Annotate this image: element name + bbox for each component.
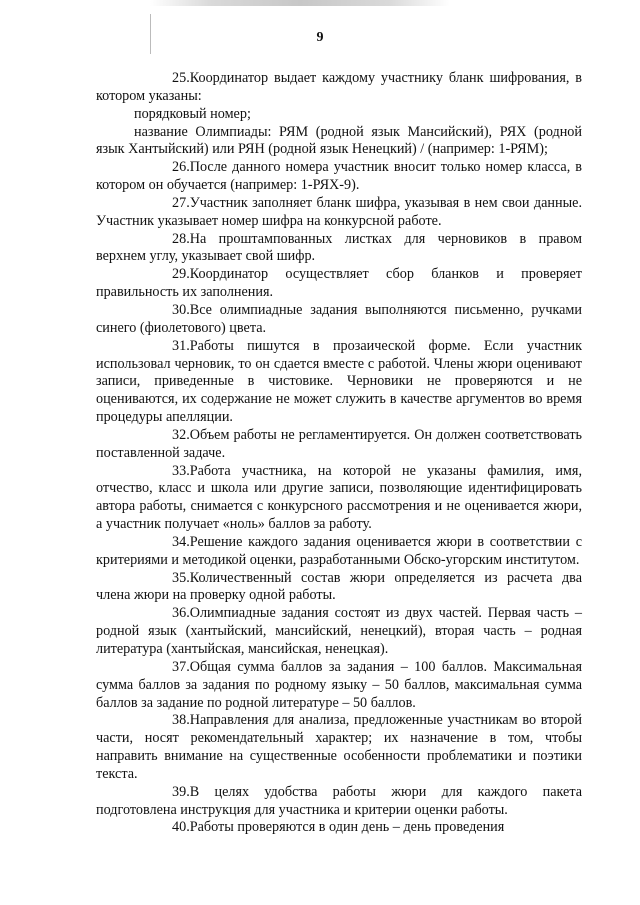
paragraph-28: 28.На проштампованных листках для черновиков в правом верхнем углу, указывает свой шифр. <box>96 230 582 265</box>
paragraph-37: 37.Общая сумма баллов за задания – 100 баллов. Максимальная сумма баллов за задания по родному языку – 50 баллов, максимальная сумма баллов за задание по родной литературе – 50 баллов. <box>96 658 582 711</box>
paragraph-27: 27.Участник заполняет бланк шифра, указывая в нем свои данные. Участник указывает номер шифра на конкурсной работе. <box>96 194 582 229</box>
document-body <box>96 70 582 837</box>
scan-artifact <box>150 0 450 6</box>
paragraph-35: 35.Количественный состав жюри определяется из расчета два члена жюри на проверку одной работы. <box>96 569 582 604</box>
page-number: 9 <box>316 30 324 45</box>
paragraph-34: 34.Решение каждого задания оценивается жюри в соответствии с критериями и методикой оценки, разработанными Обско-угорским институтом. <box>96 533 582 568</box>
paragraph-25: 25.Координатор выдает каждому участнику бланк шифрования, в котором указаны: <box>96 70 582 104</box>
paragraph-36: 36.Олимпиадные задания состоят из двух частей. Первая часть – родной язык (хантыйский, мансийский, ненецкий), вторая часть – родная литература (хантыйская, мансийская, ненецкая). <box>96 605 582 657</box>
paragraph-25-item-2: название Олимпиады: РЯМ (родной язык Мансийский), РЯХ (родной язык Хантыйский) или РЯН (родной язык Ненецкий) / (например: 1-РЯМ); <box>96 123 582 158</box>
paragraph-26: 26.После данного номера участник вносит только номер класса, в котором он обучается (например: 1-РЯХ-9). <box>96 159 582 194</box>
paragraph-29: 29.Координатор осуществляет сбор бланков и проверяет правильность их заполнения. <box>96 266 582 301</box>
paragraph-33: 33.Работа участника, на которой не указаны фамилия, имя, отчество, класс и школа или другие записи, позволяющие идентифицировать автора работы, снимается с конкурсного рассмотрения и не оценивается жюри, а участник получает «ноль» баллов за работу. <box>96 462 582 533</box>
paragraph-38: 38.Направления для анализа, предложенные участникам во второй части, носят рекомендательный характер; их назначение в том, чтобы направить внимание на существенные особенности проблематики и поэтики текста. <box>96 712 582 782</box>
paragraph-30: 30.Все олимпиадные задания выполняются письменно, ручками синего (фиолетового) цвета. <box>96 301 582 336</box>
paragraph-31: 31.Работы пишутся в прозаической форме. Если участник использовал черновик, то он сдается вместе с работой. Члены жюри оценивают записи, приведенные в чистовике. Черновики не проверяются и не оцениваются, их содержание не может служить в качестве аргументов во время процедуры апелляции. <box>96 337 582 426</box>
paragraph-25-item-1: порядковый номер; <box>134 105 251 122</box>
paragraph-39: 39.В целях удобства работы жюри для каждого пакета подготовлена инструкция для участника и критерии оценки работы. <box>96 783 582 818</box>
paragraph-40: 40.Работы проверяются в один день – день проведения <box>172 819 505 836</box>
paragraph-32: 32.Объем работы не регламентируется. Он должен соответствовать поставленной задаче. <box>96 426 582 461</box>
